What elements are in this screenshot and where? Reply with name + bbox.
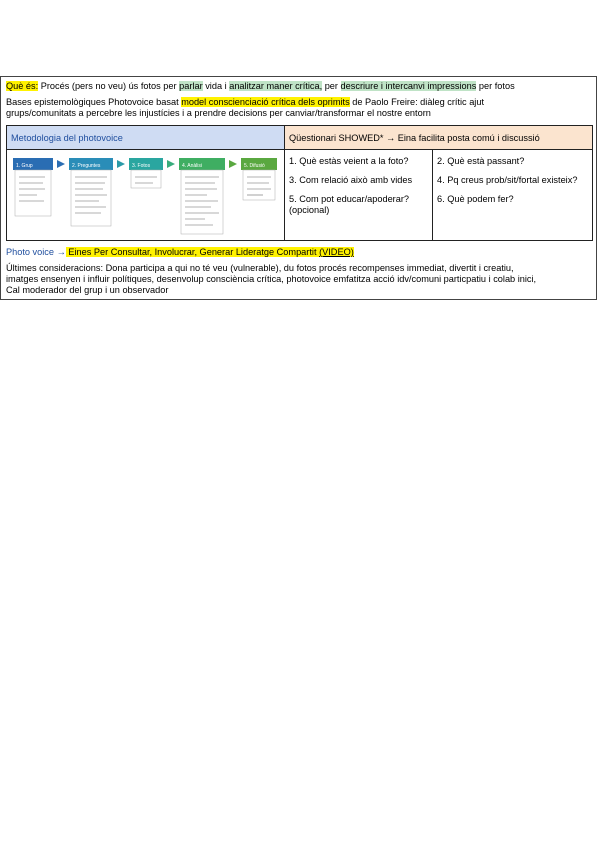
questionnaire-header: Qüestionari SHOWED* → Eina facilita posta comú i discussió bbox=[285, 126, 592, 150]
intro-line bbox=[6, 81, 515, 92]
bases-text-2: de Paolo Freire: diàleg crític ajut bbox=[349, 97, 485, 107]
bases-line-2: grups/comunitats a percebre les injustícies i a prendre decisions per canviar/transformar el nostre entorn bbox=[6, 108, 431, 118]
intro-label: Què és: bbox=[6, 81, 39, 91]
diagram-step-4 bbox=[179, 158, 225, 234]
process-diagram-svg bbox=[7, 150, 283, 238]
bases-text-1: Bases epistemològiques Photovoice basat bbox=[6, 97, 182, 107]
diagram-step-3 bbox=[129, 158, 163, 188]
photovoice-text: Eines Per Consultar, Involucrar, Generar Lideratge Compartit bbox=[65, 247, 320, 257]
intro-text-3: per bbox=[322, 81, 341, 91]
intro-highlight-3: descriure i intercanvi impressions bbox=[340, 81, 477, 91]
photovoice-label: Photo voice → bbox=[6, 247, 66, 257]
summary-sheet bbox=[0, 76, 597, 300]
methodology-diagram bbox=[7, 150, 285, 240]
methodology-table bbox=[6, 125, 593, 241]
question-item: 4. Pq creus prob/sit/fortal existeix? bbox=[437, 175, 578, 185]
question-item: 1. Què estàs veient a la foto? bbox=[289, 156, 409, 166]
intro-text-4: per fotos bbox=[476, 81, 515, 91]
arrow-icon bbox=[57, 160, 65, 168]
question-item: 2. Què està passant? bbox=[437, 156, 525, 166]
arrow-icon bbox=[167, 160, 175, 168]
diagram-step-2-label: 2. Preguntes bbox=[72, 163, 101, 169]
diagram-step-5 bbox=[241, 158, 277, 200]
final-line-2: imatges ensenyen i influir polítiques, desenvolup consciència crítica, photovoice emfatitza acció idv/comuni particpatiu i colab inici, bbox=[6, 274, 537, 284]
video-link[interactable]: (VIDEO) bbox=[319, 247, 354, 257]
intro-text-1: Procés (pers no veu) ús fotos per bbox=[38, 81, 180, 91]
diagram-step-4-label: 4. Anàlisi bbox=[182, 163, 203, 169]
photovoice-line bbox=[6, 247, 354, 258]
intro-highlight-1: parlar bbox=[179, 81, 203, 91]
final-line-1: Últimes consideracions: Dona participa a qui no té veu (vulnerable), du fotos procés recompenses immediat, divertit i creatiu, bbox=[6, 263, 514, 273]
diagram-step-2 bbox=[69, 158, 113, 226]
arrow-icon bbox=[229, 160, 237, 168]
question-item: 5. Com pot educar/apoderar? (opcional) bbox=[289, 194, 410, 215]
bases-highlight: model conscienciació crítica dels oprimits bbox=[181, 97, 350, 107]
diagram-step-5-label: 5. Difusió bbox=[244, 163, 265, 169]
diagram-step-1 bbox=[13, 158, 53, 216]
intro-highlight-2: analitzar maner crítica, bbox=[229, 81, 323, 91]
questions-column-left bbox=[285, 150, 433, 240]
diagram-step-3-label: 3. Fotos bbox=[132, 163, 151, 169]
question-item: 3. Com relació això amb vides bbox=[289, 175, 413, 185]
diagram-step-1-label: 1. Grup bbox=[16, 163, 33, 169]
arrow-icon bbox=[117, 160, 125, 168]
questions-column-right bbox=[433, 150, 592, 240]
bases-line-1 bbox=[6, 97, 484, 108]
intro-text-2: vida i bbox=[202, 81, 230, 91]
methodology-header: Metodologia del photovoice bbox=[7, 126, 285, 150]
final-line-3: Cal moderador del grup i un observador bbox=[6, 285, 169, 295]
question-item: 6. Què podem fer? bbox=[437, 194, 514, 204]
